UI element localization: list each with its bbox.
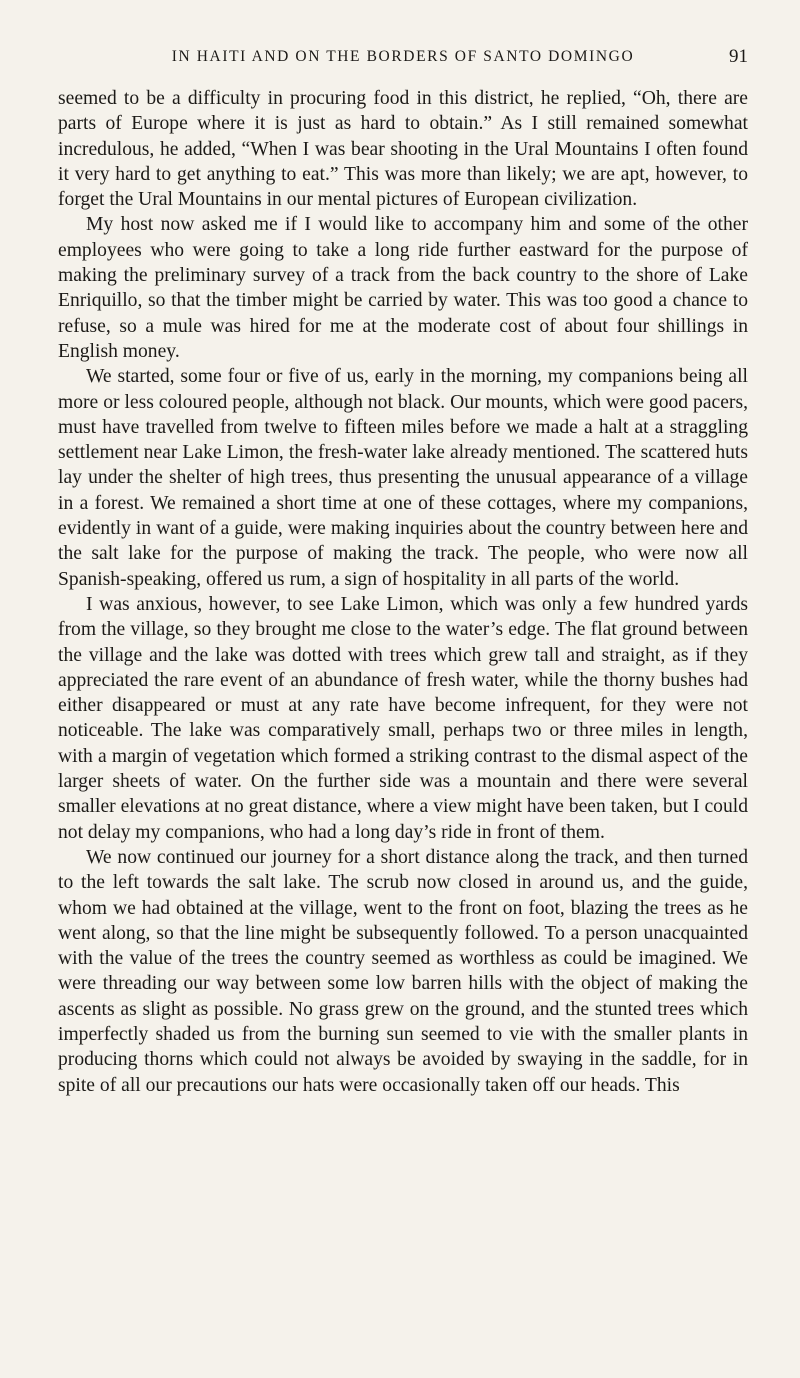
running-title: IN HAITI AND ON THE BORDERS OF SANTO DOMINGO bbox=[171, 48, 635, 65]
running-head bbox=[58, 44, 748, 70]
paragraph-4: I was anxious, however, to see Lake Limon, which was only a few hundred yards from the village, so they brought me close to the water’s edge. The flat ground between the village and the lake was dotted with trees which grew tall and straight, as if they appreciated the rare event of an abundance of fresh water, while the thorny bushes had either disappeared or must at any rate have become infrequent, for they were not noticeable. The lake was comparatively small, perhaps two or three miles in length, with a margin of vegetation which formed a striking contrast to the dismal aspect of the larger sheets of water. On the further side was a mountain and there were several smaller elevations at no great distance, where a view might have been taken, but I could not delay my companions, who had a long day’s ride in front of them. bbox=[58, 593, 748, 843]
paragraph-5: We now continued our journey for a short distance along the track, and then turned to the left towards the salt lake. The scrub now closed in around us, and the guide, whom we had obtained at the village, went to the front on foot, blazing the trees as he went along, so that the line might be subsequently followed. To a person unacquainted with the value of the trees the country seemed as worthless as could be imagined. We were threading our way between some low barren hills with the object of making the ascents as slight as possible. No grass grew on the ground, and the stunted trees which imperfectly shaded us from the burning sun seemed to vie with the smaller plants in producing thorns which could not always be avoided by swaying in the saddle, for in spite of all our precautions our hats were occasionally taken off our heads. This bbox=[58, 846, 748, 1096]
paragraph-3: We started, some four or five of us, early in the morning, my companions being all more or less coloured people, although not black. Our mounts, which were good pacers, must have travelled from twelve to fifteen miles before we made a halt at a straggling settlement near Lake Limon, the fresh-water lake already mentioned. The scattered huts lay under the shelter of high trees, thus presenting the unusual appearance of a village in a forest. We remained a short time at one of these cottages, where my companions, evidently in want of a guide, were making inquiries about the country between here and the salt lake for the purpose of making the track. The people, who were now all Spanish-speaking, offered us rum, a sign of hospitality in all parts of the world. bbox=[58, 366, 748, 590]
paragraph-2: My host now asked me if I would like to accompany him and some of the other employees who were going to take a long ride further eastward for the purpose of making the preliminary survey of a track from the back country to the shore of Lake Enriquillo, so that the timber might be carried by water. This was too good a chance to refuse, so a mule was hired for me at the moderate cost of about four shillings in English money. bbox=[58, 214, 748, 362]
paragraph-1: seemed to be a difficulty in procuring food in this district, he replied, “Oh, there are parts of Europe where it is just as hard to obtain.” As I still remained somewhat incredulous, he added, “When I was bear shooting in the Ural Mountains I often found it very hard to get anything to eat.” This was more than likely; we are apt, however, to forget the Ural Mountains in our mental pictures of European civilization. bbox=[58, 88, 748, 211]
page-number: 91 bbox=[729, 46, 748, 67]
body-text bbox=[58, 86, 748, 1098]
